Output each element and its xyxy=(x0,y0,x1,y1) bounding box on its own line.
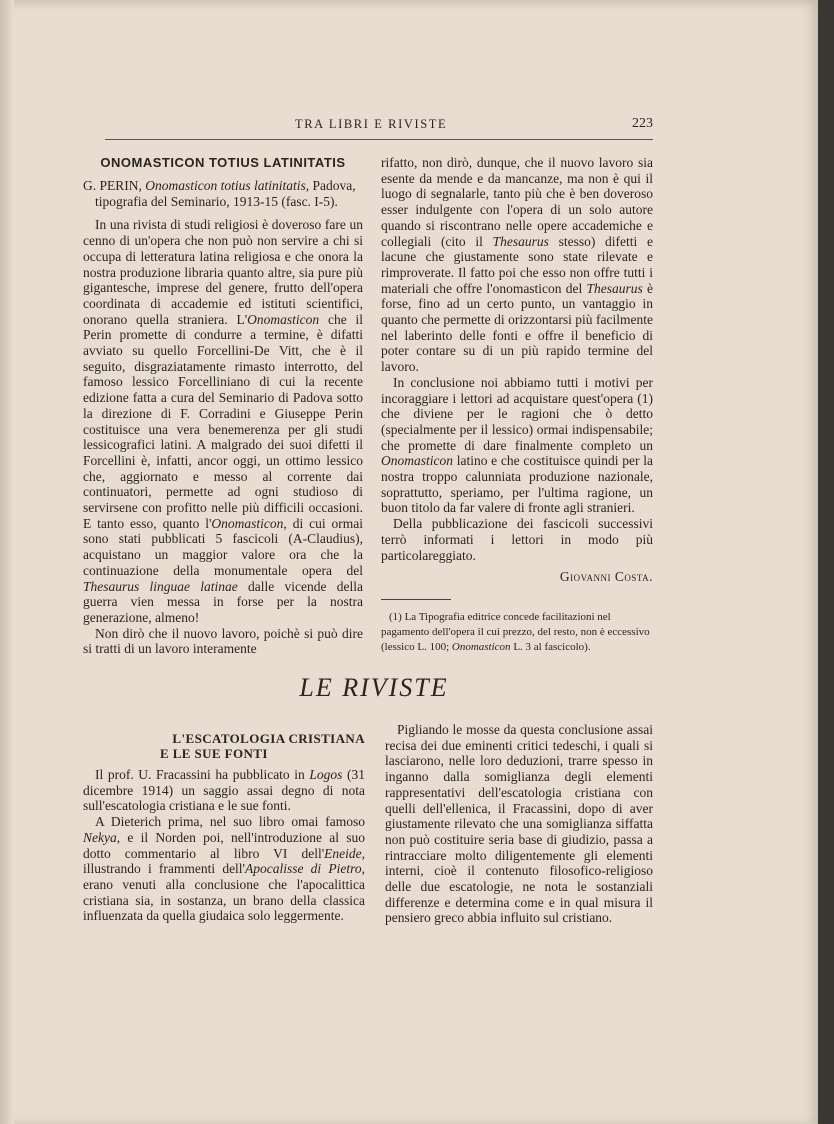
paragraph xyxy=(381,155,653,375)
text-run: stesso) difetti e lacune che giustamente sono state rilevate e rimproverate. Il fatto poi che esso non offre tutti i materiali che offre l'onomasticon del xyxy=(381,233,653,296)
text-run: , illustrando i frammenti dell' xyxy=(83,845,365,877)
italic-run: Eneide xyxy=(324,845,362,861)
article-left-column xyxy=(83,731,365,924)
section-heading: ONOMASTICON TOTIUS LATINITATIS xyxy=(100,155,346,170)
italic-run: Onomasticon xyxy=(381,453,453,469)
text-run: (31 dicembre 1914) un saggio assai degno di nota sull'escatologia cristiana e le sue fonti. xyxy=(83,767,365,814)
section-title-le-riviste: LE RIVISTE xyxy=(299,673,449,702)
paragraph: Pigliando le mosse da questa conclusione assai recisa dei due eminenti critici tedeschi, i quali si lasciarono, nelle loro deduzioni, trarre spesso in inganno dalla somiglianza degli elementi rappresentativi dell'escatologia cristiana con quelli dell'ellenica, il Fracassini, dopo di aver giustamente rilevato che una somiglianza siffatta non può costituire seria base di giudizio, passa a rintracciare molto diligentemente gli elementi interni, cioè il contenuto filosofico-religioso delle due escatologie, ne nota le sostanziali differenze e determina come e in qual misura il pensiero greco abbia influito sul cristiano. xyxy=(385,722,653,926)
italic-run: Thesaurus xyxy=(586,280,643,296)
text-run: (1) La Tipografia editrice concede facilitazioni nel pagamento dell'opera il cui prezzo, del resto, non è eccessivo (lessico L. 100; xyxy=(381,610,650,653)
paragraph xyxy=(83,814,365,924)
review-right-column xyxy=(381,155,653,655)
paragraph xyxy=(83,217,363,625)
text-run: Il prof. U. Fracassini ha pubblicato in xyxy=(95,767,310,782)
biblio-publisher: , Padova, tipografia del Seminario, 1913-15 (fasc. I-5). xyxy=(95,178,356,209)
text-run: L. 3 al fascicolo). xyxy=(510,640,591,653)
bibliographic-entry xyxy=(83,178,363,209)
article-heading-line: E LE SUE FONTI xyxy=(160,746,268,761)
text-run: In una rivista di studi religiosi è doveroso fare un cenno di un'opera che non può non servire a chi si occupa di letteratura latina religiosa e che onora la nostra produzione libraria quanto altre, sia pure più gigantesche, imprese del genere, frutto dell'opera coordinata di accademie ed istituti scientifici, onorano quella straniera. L' xyxy=(83,217,363,327)
text-run: dalle vicende della guerra vien messa in forse per la nostra generazione, almeno! xyxy=(83,578,364,625)
text-run: , e il Norden poi, nell'introduzione al suo dotto commentario al libro VI dell' xyxy=(83,829,365,861)
italic-run: Logos xyxy=(309,767,343,782)
author-signature: Giovanni Costa. xyxy=(559,569,653,585)
running-head-title: TRA LIBRI E RIVISTE xyxy=(295,117,448,131)
page-spine xyxy=(0,0,14,1124)
text-run: A Dieterich prima, nel suo libro omai famoso xyxy=(95,814,365,830)
paragraph: Della pubblicazione dei fascicoli successivi terrò informati i lettori in modo più particolareggiato. xyxy=(381,516,653,563)
running-head xyxy=(105,117,653,140)
text-run: , di cui ormai sono stati pubblicati 5 fascicoli (A-Claudius), acquistano un maggior valore ora che la continuazione della monumentale opera del xyxy=(83,515,363,578)
italic-run: Thesaurus linguae latinae xyxy=(83,578,238,594)
italic-run: Onomasticon xyxy=(451,640,511,653)
text-run: In conclusione noi abbiamo tutti i motivi per incoraggiare i lettori ad acquistare quest'opera (1) che diviene per le ragioni che ò detto (specialmente per il lessico) ormai indispensabile; che promette di dare finalmente completo un xyxy=(381,374,653,453)
text-run: , erano venuti alla conclusione che l'apocalittica cristiana sia, in sostanza, un brano della classica influenzata da quella giudaica solo leggermente. xyxy=(83,861,366,924)
article-right-column xyxy=(385,722,653,926)
text-run: latino e che costituisce quindi per la nostra troppo calunniata produzione nazionale, soprattutto, speriamo, per l'ultima ragione, un buon titolo da far valere di fronte agli stranieri. xyxy=(381,453,653,516)
text-run: che il Perin promette di condurre a termine, è difatti avviato su quello Forcellini-De Vitt, che è il seguito, disgraziatamente rimasto interrotto, del famoso lessico Forcelliniano di cui la recente edizione fatta a cura del Seminario di Padova sotto la direzione di F. Corradini e Giuseppe Perin costituisce una vera benemerenza per gli studi lessicografici latini. A malgrado dei suoi difetti il Forcellini è, infatti, ancor oggi, un ottimo lessico che, aggiornato e messo al corrente dai continuatori, permette ad ogni studioso di servirsene con profitto nelle più difficili occasioni. E tanto esso, quanto l' xyxy=(83,311,363,531)
footnote-rule xyxy=(381,599,451,600)
text-run: è forse, fino ad un certo punto, un vantaggio in quanto che permette di orizzontarsi più facilmente nel laberinto delle fonti e offre il beneficio di poter contare su di un più rapido termine del lavoro. xyxy=(381,280,654,375)
italic-run: Nekya xyxy=(83,829,117,845)
italic-run: Onomasticon xyxy=(211,515,284,531)
biblio-author: G. PERIN, xyxy=(83,178,146,193)
italic-run: Apocalisse di Pietro xyxy=(245,861,362,877)
biblio-title: Onomasticon totius latinitatis xyxy=(145,178,306,193)
text-run: rifatto, non dirò, dunque, che il nuovo lavoro sia esente da mende e da mancanze, ma non è qui il luogo di segnalarle, tanto più che è ben doveroso esser indulgente con l'opera di un solo autore quando si riscontrano nelle opere accademiche e collegiali (cito il xyxy=(381,155,653,249)
page-number: 223 xyxy=(632,116,653,131)
italic-run: Thesaurus xyxy=(492,233,549,249)
footnote xyxy=(381,610,653,655)
italic-run: Onomasticon xyxy=(247,311,320,327)
paragraph xyxy=(83,767,365,814)
review-left-column xyxy=(83,155,363,657)
article-heading xyxy=(83,731,365,761)
paragraph: Non dirò che il nuovo lavoro, poichè si può dire si tratti di un lavoro interamente xyxy=(83,625,363,657)
article-heading-line: L'ESCATOLOGIA CRISTIANA xyxy=(172,731,365,746)
paragraph xyxy=(381,375,653,516)
